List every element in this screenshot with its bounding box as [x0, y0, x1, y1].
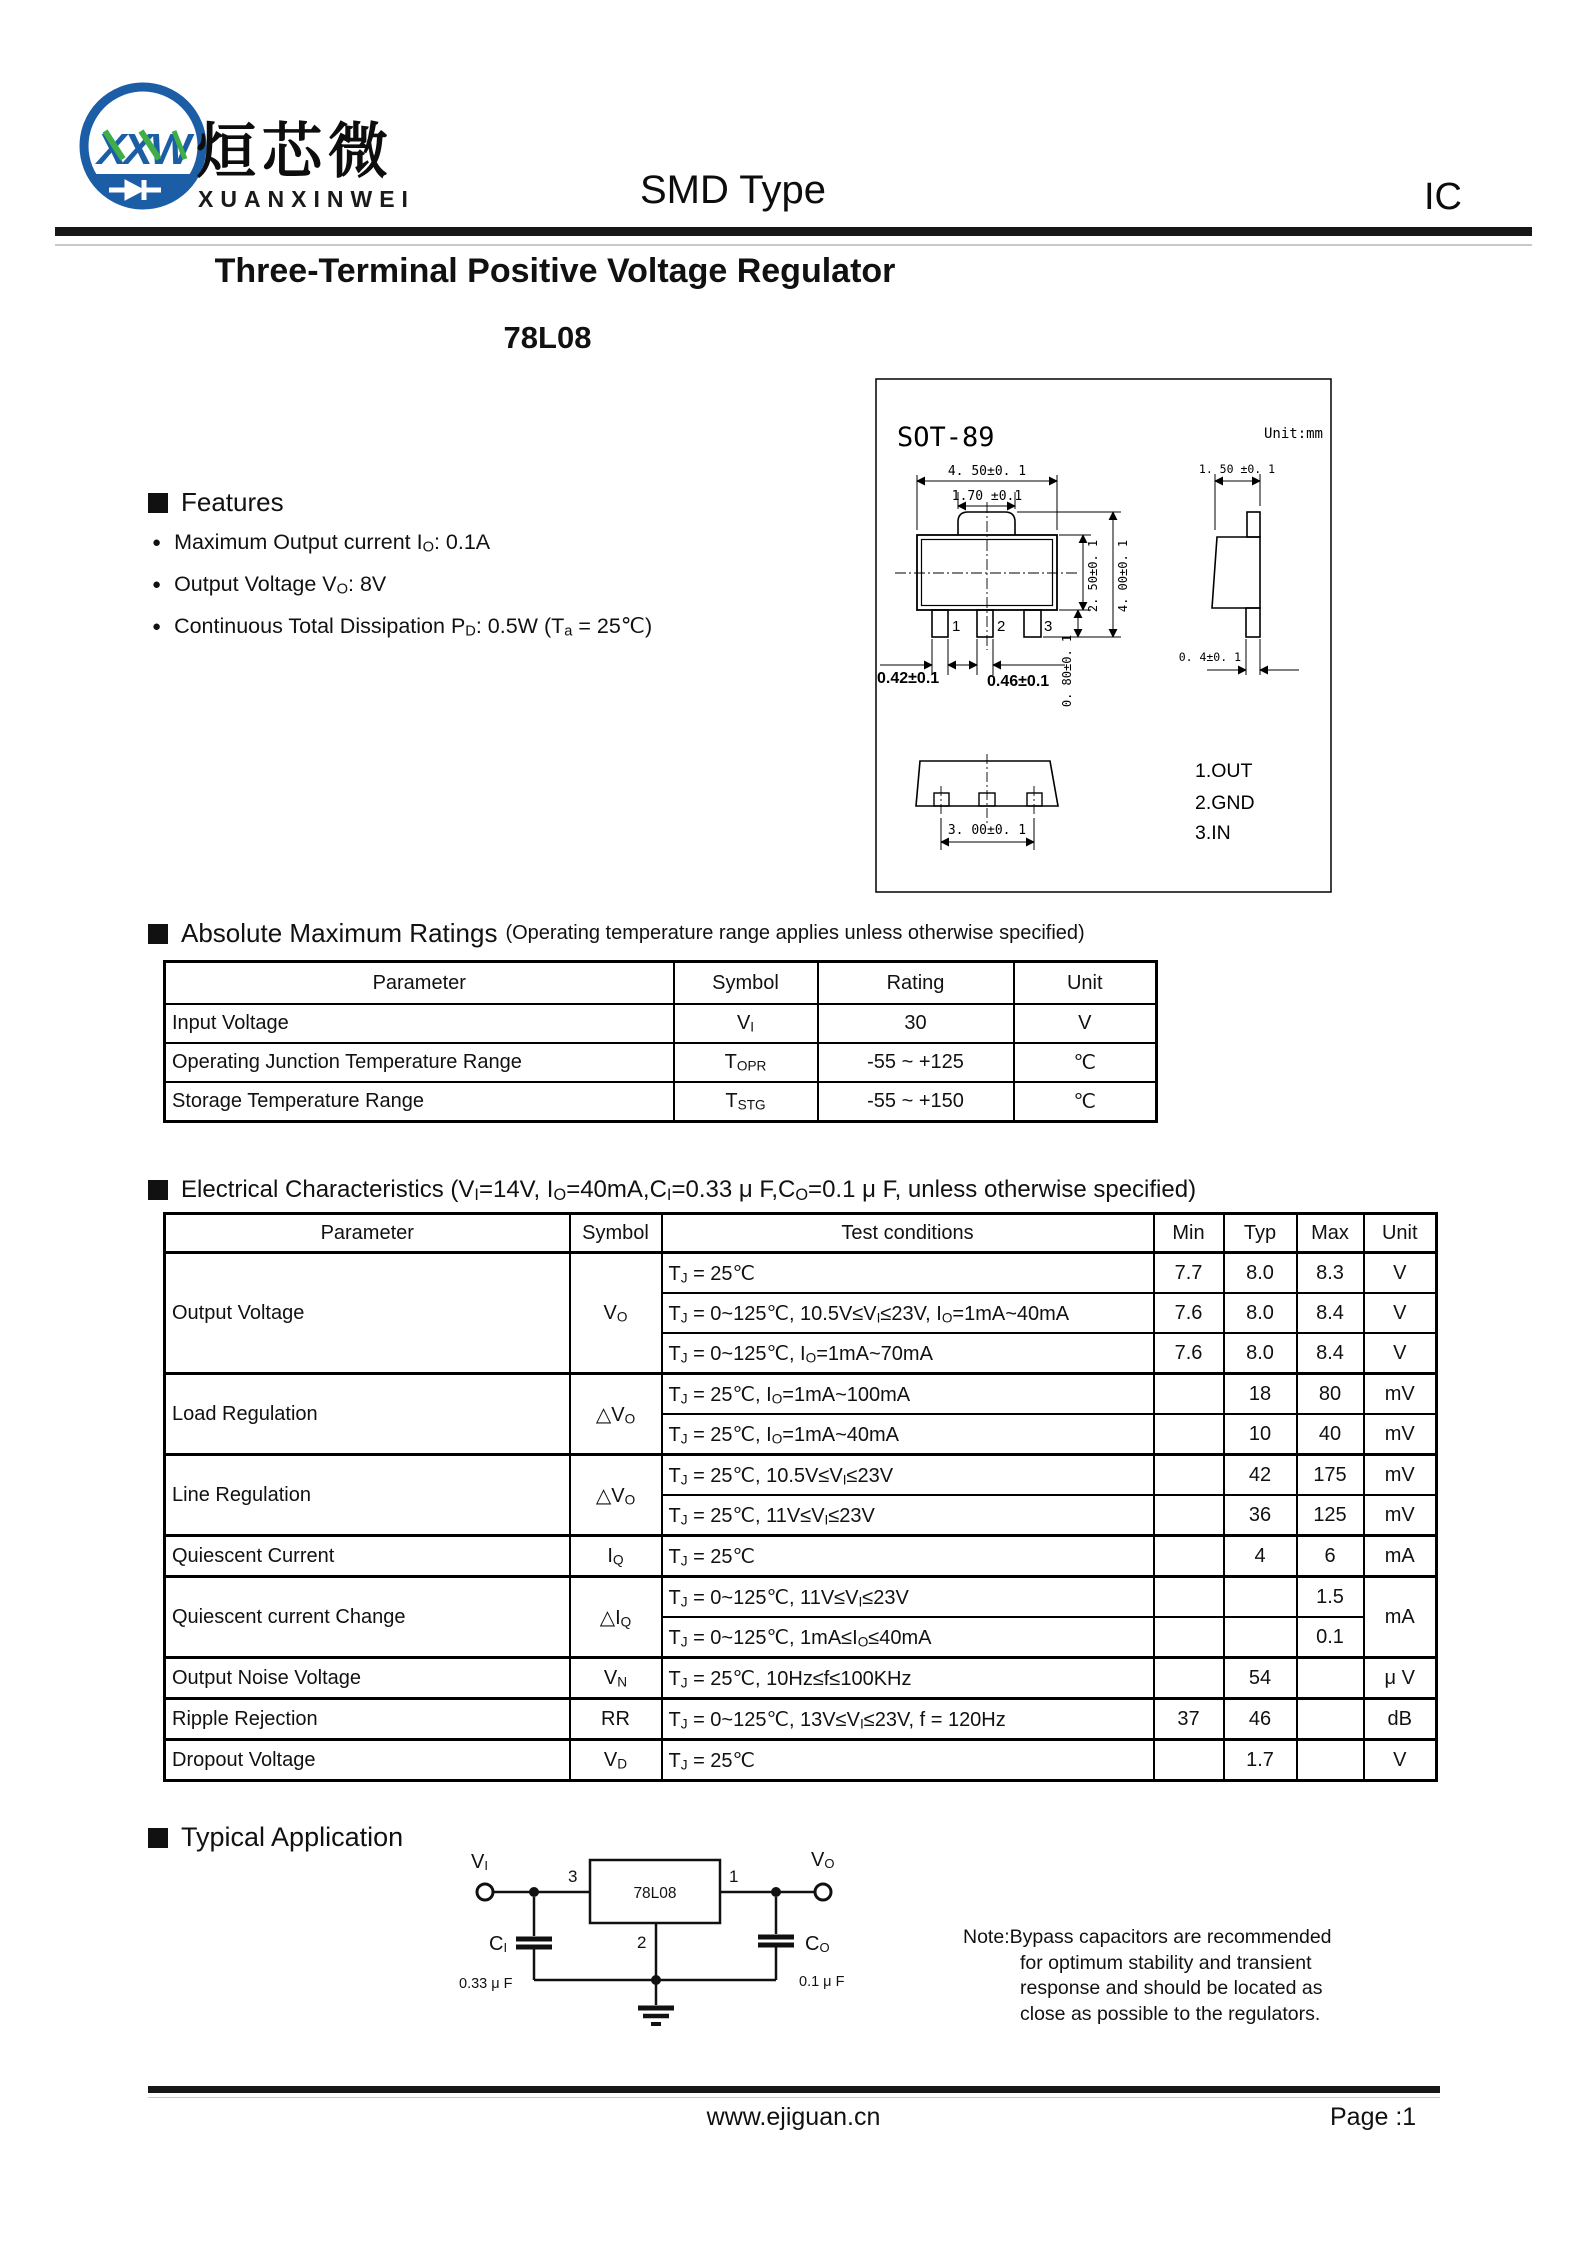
cell-unit: V	[1364, 1740, 1437, 1781]
cell-min	[1154, 1374, 1224, 1415]
cell-unit: ℃	[1014, 1082, 1157, 1122]
cell-max: 40	[1297, 1414, 1364, 1455]
regulator-part-label: 78L08	[633, 1885, 677, 1902]
cell-unit: V	[1364, 1293, 1437, 1333]
cell-unit: mA	[1364, 1536, 1437, 1577]
brand-name-cn: 烜芯微	[196, 118, 394, 185]
cell-condition: $T_J$ = 25℃, 10Hz≤f≤100KHz	[662, 1658, 1154, 1699]
doc-type-title: SMD Type	[640, 168, 826, 212]
cell-max	[1297, 1740, 1364, 1781]
brand-name-en: XUANXINWEI	[198, 186, 415, 212]
col-unit: Unit	[1014, 962, 1157, 1005]
cell-symbol: $I_Q$	[570, 1536, 662, 1577]
ci-label: CI	[489, 1933, 508, 1955]
cell-symbol: $V_O$	[570, 1253, 662, 1374]
feature-item	[152, 530, 490, 556]
cell-unit: mV	[1364, 1455, 1437, 1496]
note-line: Note:Bypass capacitors are recommended	[963, 1926, 1332, 1948]
cell-symbol: $\triangle V_O$	[570, 1455, 662, 1536]
cell-typ: 8.0	[1224, 1253, 1297, 1294]
cell-symbol: RR	[570, 1699, 662, 1740]
cell-parameter: Storage Temperature Range	[165, 1082, 674, 1122]
cell-rating: 30	[818, 1004, 1014, 1043]
abs-max-heading-note: (Operating temperature range applies unless otherwise specified)	[505, 922, 1085, 944]
junction-dot	[771, 1887, 781, 1897]
cell-max: 8.3	[1297, 1253, 1364, 1294]
cell-symbol: $V_D$	[570, 1740, 662, 1781]
cell-symbol: $T_{STG}$	[674, 1082, 818, 1122]
cell-symbol: $T_{OPR}$	[674, 1043, 818, 1082]
abs-max-heading-label: Absolute Maximum Ratings	[181, 918, 498, 948]
cell-typ: 8.0	[1224, 1293, 1297, 1333]
elec-char-heading-label: Electrical Characteristics ($V_I=14V$, $I_O=40mA,C_I=0.33$ μ $F,C_O=0.1$ μ F, unless otherwise specified)	[181, 1176, 1197, 1204]
dim-body-width: 4. 50±0. 1	[947, 464, 1027, 479]
footer-rule	[148, 2086, 1440, 2093]
part-number: 78L08	[503, 320, 592, 355]
cell-unit: mV	[1364, 1495, 1437, 1536]
table-row	[165, 1004, 1157, 1043]
drawing-border	[876, 379, 1331, 892]
cell-condition: $T_J$ = 0~125℃, $1mA\le I_O\le 40mA$	[662, 1617, 1154, 1658]
cell-unit: ℃	[1014, 1043, 1157, 1082]
table-row	[165, 1082, 1157, 1122]
pin-list-out: 1.OUT	[1195, 760, 1253, 782]
table-header-row	[165, 962, 1157, 1005]
bullet-icon: ●	[152, 534, 162, 552]
col-max: Max	[1297, 1214, 1364, 1253]
feature-text: Continuous Total Dissipation $P_D$: 0.5W ($T_a$ = 25℃)	[174, 614, 653, 640]
cell-unit: mA	[1364, 1577, 1437, 1658]
footer-page-number: Page :1	[1330, 2103, 1417, 2131]
cell-max	[1297, 1658, 1364, 1699]
note-line: response and should be located as	[1020, 1977, 1323, 1999]
application-note	[963, 1925, 1433, 2027]
cell-parameter: Line Regulation	[165, 1455, 570, 1536]
dimension-lines-side	[1207, 474, 1299, 675]
features-heading	[148, 487, 284, 518]
cell-min: 7.6	[1154, 1293, 1224, 1333]
table-row	[165, 1699, 1437, 1740]
cell-typ: 8.0	[1224, 1333, 1297, 1374]
feature-text: Maximum Output current $I_O$: 0.1A	[174, 530, 491, 556]
cell-max: 125	[1297, 1495, 1364, 1536]
table-header-row	[165, 1214, 1437, 1253]
header-rule-thin	[55, 244, 1532, 246]
footer-rule-thin	[148, 2097, 1440, 2098]
bottom-view	[916, 754, 1058, 826]
cell-rating: -55 ~ +125	[818, 1043, 1014, 1082]
table-row	[165, 1740, 1437, 1781]
category-label: IC	[1424, 176, 1462, 218]
cell-condition: $T_J$ = 25℃	[662, 1536, 1154, 1577]
cell-typ: 42	[1224, 1455, 1297, 1496]
logo-letters: XXW	[97, 125, 189, 174]
cell-min	[1154, 1577, 1224, 1618]
front-pin-number-2: 2	[997, 618, 1006, 635]
pin-gnd-number: 2	[637, 1933, 647, 1952]
col-unit: Unit	[1364, 1214, 1437, 1253]
pin-in-number: 3	[568, 1867, 578, 1886]
cell-rating: -55 ~ +150	[818, 1082, 1014, 1122]
table-row	[165, 1577, 1437, 1618]
pin-out-number: 1	[729, 1867, 739, 1886]
cell-min	[1154, 1414, 1224, 1455]
cell-min	[1154, 1536, 1224, 1577]
junction-dot	[529, 1887, 539, 1897]
dim-side-width: 1. 50 ±0. 1	[1198, 462, 1276, 476]
cell-symbol: $V_N$	[570, 1658, 662, 1699]
bullet-icon: ●	[152, 576, 162, 594]
table-row	[165, 1253, 1437, 1294]
cell-parameter: Quiescent Current	[165, 1536, 570, 1577]
cell-parameter: Dropout Voltage	[165, 1740, 570, 1781]
cell-condition: $T_J$ = 0~125℃, $10.5V\le V_I\le 23V$, $I_O=1mA\sim 40mA$	[662, 1293, 1154, 1333]
table-row	[165, 1374, 1437, 1415]
table-row	[165, 1536, 1437, 1577]
cell-typ: 1.7	[1224, 1740, 1297, 1781]
features-heading-label: Features	[181, 487, 284, 517]
cell-typ: 36	[1224, 1495, 1297, 1536]
header-rule	[55, 227, 1532, 236]
cell-condition: $T_J$ = 25℃, $I_O=1mA\sim 40mA$	[662, 1414, 1154, 1455]
bullet-icon: ●	[152, 618, 162, 636]
cell-parameter: Output Noise Voltage	[165, 1658, 570, 1699]
cell-max: 8.4	[1297, 1293, 1364, 1333]
front-pin-number-1: 1	[952, 618, 961, 635]
package-drawing	[875, 378, 1332, 893]
vi-label: VI	[471, 1852, 488, 1873]
output-capacitor	[758, 1937, 794, 1945]
cell-parameter: Quiescent current Change	[165, 1577, 570, 1658]
dim-side-thickness: 0. 4±0. 1	[1178, 650, 1241, 664]
pin-list-gnd: 2.GND	[1195, 792, 1255, 814]
cell-typ: 4	[1224, 1536, 1297, 1577]
cell-unit: V	[1364, 1333, 1437, 1374]
input-capacitor	[516, 1939, 552, 1947]
cell-max: 80	[1297, 1374, 1364, 1415]
feature-text: Output Voltage $V_O$: 8V	[174, 572, 387, 598]
cell-parameter: Operating Junction Temperature Range	[165, 1043, 674, 1082]
cell-max: 6	[1297, 1536, 1364, 1577]
cell-min	[1154, 1740, 1224, 1781]
application-heading-label: Typical Application	[181, 1822, 404, 1852]
cell-parameter: Load Regulation	[165, 1374, 570, 1455]
elec-char-heading	[148, 1176, 1196, 1205]
section-square-icon	[148, 1180, 168, 1200]
cell-typ: 54	[1224, 1658, 1297, 1699]
cell-min	[1154, 1455, 1224, 1496]
ci-value: 0.33 μ F	[459, 1976, 513, 1992]
cell-unit: V	[1014, 1004, 1157, 1043]
cell-min	[1154, 1658, 1224, 1699]
cell-max: 0.1	[1297, 1617, 1364, 1658]
cell-max	[1297, 1699, 1364, 1740]
cell-condition: $T_J$ = 0~125℃, $13V\le V_I\le 23V$, f = 120Hz	[662, 1699, 1154, 1740]
section-square-icon	[148, 493, 168, 513]
cell-condition: $T_J$ = 25℃	[662, 1740, 1154, 1781]
col-conditions: Test conditions	[662, 1214, 1154, 1253]
cell-parameter: Output Voltage	[165, 1253, 570, 1374]
cell-condition: $T_J$ = 25℃	[662, 1253, 1154, 1294]
section-square-icon	[148, 1828, 168, 1848]
cell-symbol: $\triangle V_O$	[570, 1374, 662, 1455]
cell-typ: 18	[1224, 1374, 1297, 1415]
note-line: close as possible to the regulators.	[1020, 2002, 1321, 2025]
cell-symbol: $\triangle I_Q$	[570, 1577, 662, 1658]
page-title: Three-Terminal Positive Voltage Regulator	[214, 252, 896, 290]
table-row	[165, 1658, 1437, 1699]
front-pin-number-3: 3	[1044, 618, 1053, 635]
cell-max: 1.5	[1297, 1577, 1364, 1618]
co-label: CO	[805, 1933, 830, 1955]
cell-condition: $T_J$ = 0~125℃, $I_O=1mA\sim 70mA$	[662, 1333, 1154, 1374]
cell-parameter: Input Voltage	[165, 1004, 674, 1043]
note-line: for optimum stability and transient	[1020, 1951, 1312, 1974]
cell-typ: 10	[1224, 1414, 1297, 1455]
cell-typ	[1224, 1617, 1297, 1658]
cell-max: 175	[1297, 1455, 1364, 1496]
vo-label: VO	[811, 1852, 835, 1871]
cell-unit: μ V	[1364, 1658, 1437, 1699]
cell-min: 7.7	[1154, 1253, 1224, 1294]
cell-unit: mV	[1364, 1414, 1437, 1455]
cell-max: 8.4	[1297, 1333, 1364, 1374]
dim-pin-pitch: 3. 00±0. 1	[947, 823, 1027, 838]
co-value: 0.1 μ F	[799, 1974, 845, 1990]
cell-min	[1154, 1495, 1224, 1536]
pin-list-in: 3.IN	[1195, 822, 1231, 844]
abs-max-table	[163, 960, 1158, 1123]
feature-item	[152, 614, 652, 640]
footer-website: www.ejiguan.cn	[706, 2103, 881, 2131]
col-parameter: Parameter	[165, 1214, 570, 1253]
cell-unit: V	[1364, 1253, 1437, 1294]
junction-dot	[651, 1975, 661, 1985]
dim-pin2-width: 0.46±0.1	[987, 673, 1050, 690]
application-heading	[148, 1822, 403, 1853]
application-circuit	[455, 1852, 855, 2034]
dim-tab-width: 1.70 ±0.1	[951, 489, 1023, 504]
col-parameter: Parameter	[165, 962, 674, 1005]
section-square-icon	[148, 924, 168, 944]
table-row	[165, 1043, 1157, 1082]
package-name: SOT-89	[897, 422, 995, 453]
dim-pin-length: 0. 80±0. 1	[1060, 634, 1074, 708]
output-terminal	[815, 1884, 831, 1900]
dim-body-height: 2. 50±0. 1	[1086, 539, 1100, 613]
cell-condition: $T_J$ = 25℃, $I_O=1mA\sim 100mA$	[662, 1374, 1154, 1415]
dim-pin1-width: 0.42±0.1	[877, 670, 940, 687]
abs-max-heading	[148, 918, 1085, 949]
elec-char-table	[163, 1212, 1438, 1782]
cell-min: 37	[1154, 1699, 1224, 1740]
input-terminal	[477, 1884, 493, 1900]
cell-unit: mV	[1364, 1374, 1437, 1415]
table-row	[165, 1455, 1437, 1496]
cell-typ: 46	[1224, 1699, 1297, 1740]
ground-icon	[638, 2008, 674, 2024]
cell-condition: $T_J$ = 25℃, $11V\le V_I\le 23V$	[662, 1495, 1154, 1536]
col-symbol: Symbol	[674, 962, 818, 1005]
cell-symbol: $V_I$	[674, 1004, 818, 1043]
cell-min	[1154, 1617, 1224, 1658]
col-rating: Rating	[818, 962, 1014, 1005]
cell-condition: $T_J$ = 25℃, $10.5V\le V_I\le 23V$	[662, 1455, 1154, 1496]
col-symbol: Symbol	[570, 1214, 662, 1253]
col-min: Min	[1154, 1214, 1224, 1253]
cell-typ	[1224, 1577, 1297, 1618]
feature-item	[152, 572, 386, 598]
cell-unit: dB	[1364, 1699, 1437, 1740]
cell-min: 7.6	[1154, 1333, 1224, 1374]
cell-parameter: Ripple Rejection	[165, 1699, 570, 1740]
side-view	[1212, 512, 1260, 637]
dim-total-height: 4. 00±0. 1	[1116, 539, 1130, 613]
unit-label: Unit:mm	[1263, 426, 1323, 442]
col-typ: Typ	[1224, 1214, 1297, 1253]
cell-condition: $T_J$ = 0~125℃, $11V\le V_I\le 23V$	[662, 1577, 1154, 1618]
